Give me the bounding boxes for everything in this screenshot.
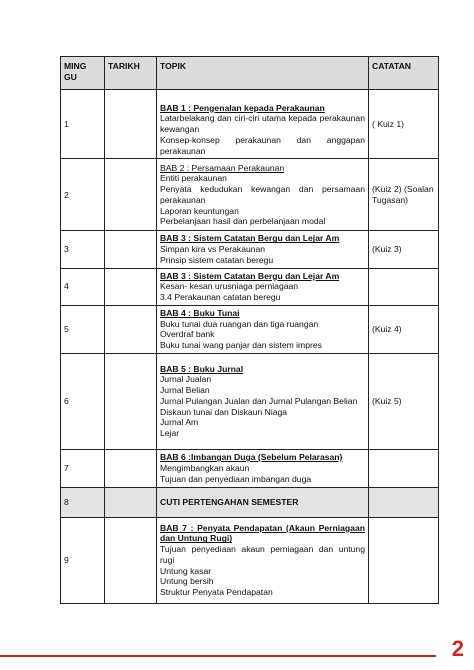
note-cell	[369, 487, 439, 517]
note-cell: (Kuiz 5)	[369, 353, 439, 449]
topic-heading: BAB 1 : Pengenalan kepada Perakaunan	[160, 102, 325, 113]
date-cell	[105, 268, 157, 305]
topic-line: Penyata kedudukan kewangan dan persamaan perakaunan	[160, 184, 365, 205]
note-cell	[369, 517, 439, 603]
table-row	[61, 305, 439, 353]
table-row	[61, 231, 439, 268]
footer-line	[0, 655, 436, 657]
topic-line: Tujuan penyediaan akaun perniagaan dan untung rugi	[160, 544, 365, 565]
topic-cell	[157, 159, 369, 231]
topic-line: Laporan keuntungan	[160, 205, 239, 216]
topic-heading: BAB 3 : Sistem Catatan Bergu dan Lejar Am	[160, 233, 340, 244]
topic-line: Overdraf bank	[160, 329, 215, 340]
topic-line: Jurnal Am	[160, 417, 199, 428]
topic-cell	[157, 353, 369, 449]
topic-heading: CUTI PERTENGAHAN SEMESTER	[160, 496, 299, 507]
page-number: 2	[451, 636, 464, 661]
note-cell: ( Kuiz 1)	[369, 90, 439, 159]
topic-line: Buku tunai dua ruangan dan tiga ruangan	[160, 318, 319, 329]
week-cell: 2	[61, 159, 105, 231]
week-cell: 3	[61, 231, 105, 268]
table-row	[61, 159, 439, 231]
week-cell: 7	[61, 449, 105, 487]
table-row	[61, 268, 439, 305]
topic-heading: BAB 3 : Sistem Catatan Bergu dan Lejar Am	[160, 270, 340, 281]
topic-cell	[157, 449, 369, 487]
note-cell: (Kuiz 3)	[369, 231, 439, 268]
topic-line: Untung kasar	[160, 565, 212, 576]
date-cell	[105, 487, 157, 517]
note-cell: (Kuiz 2) (Soalan Tugasan)	[369, 159, 439, 231]
week-cell: 6	[61, 353, 105, 449]
table-row	[61, 449, 439, 487]
topic-line: Untung bersih	[160, 576, 214, 587]
topic-line: Konsep-konsep perakaunan dan anggapan perakaunan	[160, 134, 365, 156]
week-cell: 1	[61, 90, 105, 159]
note-cell: (Kuiz 4)	[369, 305, 439, 353]
topic-heading: BAB 7 : Penyata Pendapatan (Akaun Perniagaan dan Untung Rugi)	[160, 522, 365, 544]
topic-line: Mengimbangkan akaun	[160, 462, 250, 473]
topic-cell	[157, 487, 369, 517]
week-cell: 4	[61, 268, 105, 305]
date-cell	[105, 305, 157, 353]
date-cell	[105, 90, 157, 159]
topic-line: Jurnal Jualan	[160, 374, 212, 385]
header-date: TARIKH	[105, 57, 157, 90]
topic-heading: BAB 4 : Buku Tunai	[160, 307, 240, 318]
week-cell: 8	[61, 487, 105, 517]
week-cell: 9	[61, 517, 105, 603]
date-cell	[105, 449, 157, 487]
table-row	[61, 517, 439, 603]
topic-cell	[157, 305, 369, 353]
topic-line: 3.4 Perakaunan catatan beregu	[160, 292, 281, 303]
topic-line: Prinsip sistem catatan beregu	[160, 254, 274, 265]
topic-cell	[157, 268, 369, 305]
topic-line: Struktur Penyata Pendapatan	[160, 587, 273, 598]
topic-cell	[157, 90, 369, 159]
note-cell	[369, 268, 439, 305]
date-cell	[105, 517, 157, 603]
topic-line: Tujuan dan penyediaan imbangan duga	[160, 473, 312, 484]
topic-heading	[160, 92, 365, 103]
topic-cell	[157, 517, 369, 603]
date-cell	[105, 231, 157, 268]
header-row	[61, 57, 439, 90]
topic-line: Kesan- kesan urusniaga perniagaan	[160, 281, 299, 292]
table-row	[61, 90, 439, 159]
schedule-table	[60, 56, 439, 604]
topic-line: Latarbelakang dan ciri-ciri utama kepada perakaunan kewangan	[160, 113, 365, 135]
topic-line: Jurnal Pulangan Jualan dan Jurnal Pulangan Belian	[160, 395, 358, 406]
topic-line: Simpan kira vs Perakaunan	[160, 244, 266, 255]
date-cell	[105, 159, 157, 231]
topic-line: Lejar	[160, 428, 180, 439]
topic-line: Jurnal Belian	[160, 385, 210, 396]
topic-heading: BAB 2 : Persamaan Perakaunan	[160, 162, 285, 173]
header-topic: TOPIK	[157, 57, 369, 90]
header-week: MING GU	[61, 57, 105, 90]
table-row	[61, 487, 439, 517]
topic-line: Buku tunai wang panjar dan sistem impres	[160, 340, 322, 351]
topic-line: Diskaun tunai dan Diskaun Niaga	[160, 406, 288, 417]
header-note: CATATAN	[369, 57, 439, 90]
topic-heading: BAB 6 :Imbangan Duga (Sebelum Pelarasan)	[160, 452, 343, 463]
week-cell: 5	[61, 305, 105, 353]
topic-heading: BAB 5 : Buku Jurnal	[160, 363, 244, 374]
note-cell	[369, 449, 439, 487]
topic-cell	[157, 231, 369, 268]
date-cell	[105, 353, 157, 449]
table-row	[61, 353, 439, 449]
topic-line: Entiti perakaunan	[160, 173, 227, 184]
topic-line: Perbelanjaan hasil dan perbelanjaan modal	[160, 216, 326, 227]
